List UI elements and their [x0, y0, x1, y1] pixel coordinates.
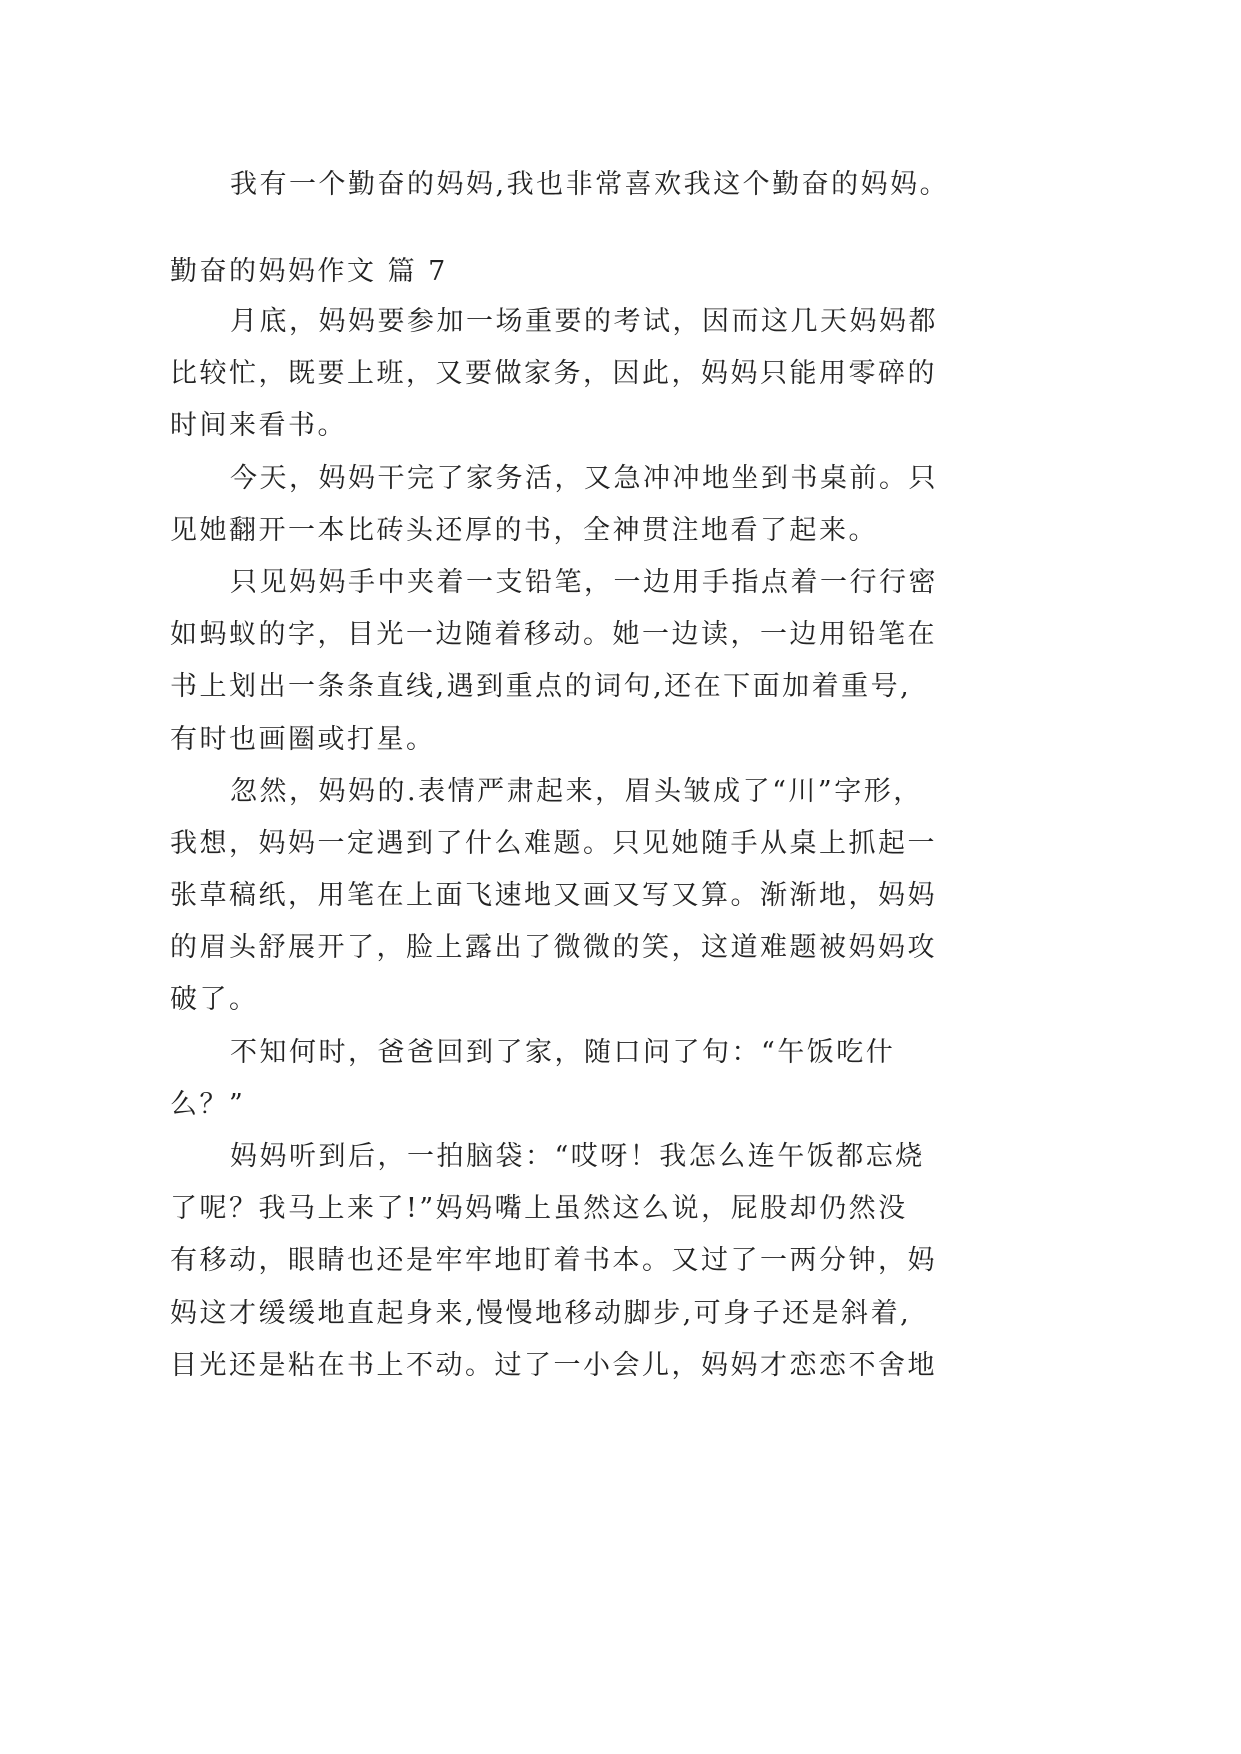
paragraph — [170, 296, 1070, 453]
text-line: 月底，妈妈要参加一场重要的考试，因而这几天妈妈都 — [230, 306, 938, 337]
text-line: 妈妈听到后，一拍脑袋：“哎呀！我怎么连午饭都忘烧 — [230, 1141, 925, 1172]
text-line: 有移动，眼睛也还是牢牢地盯着书本。又过了一两分钟，妈 — [170, 1245, 937, 1277]
text-line: 见她翻开一本比砖头还厚的书，全神贯注地看了起来。 — [170, 514, 878, 546]
text-line: 的眉头舒展开了，脸上露出了微微的笑，这道难题被妈妈攻 — [170, 932, 937, 964]
section-heading: 勤奋的妈妈作文 篇 7 — [170, 256, 448, 287]
text-line: 么？” — [170, 1088, 246, 1120]
text-line: 有时也画圈或打星。 — [170, 723, 436, 755]
paragraph — [170, 453, 1070, 557]
paragraph — [170, 1131, 1070, 1392]
text-line: 时间来看书。 — [170, 410, 347, 442]
text-line: 目光还是粘在书上不动。过了一小会儿，妈妈才恋恋不舍地 — [170, 1349, 937, 1381]
paragraph — [170, 557, 1070, 766]
intro-line: 我有一个勤奋的妈妈,我也非常喜欢我这个勤奋的妈妈。 — [230, 169, 950, 200]
text-line: 比较忙，既要上班，又要做家务，因此，妈妈只能用零碎的 — [170, 358, 937, 390]
text-line: 了呢？我马上来了!”妈妈嘴上虽然这么说，屁股却仍然没 — [170, 1193, 908, 1225]
text-line: 只见妈妈手中夹着一支铅笔，一边用手指点着一行行密 — [230, 566, 938, 598]
text-line: 张草稿纸，用笔在上面飞速地又画又写又算。渐渐地，妈妈 — [170, 880, 937, 912]
text-line: 妈这才缓缓地直起身来,慢慢地移动脚步,可身子还是斜着, — [170, 1297, 912, 1329]
paragraph — [170, 1027, 1070, 1131]
text-line: 如蚂蚁的字，目光一边随着移动。她一边读，一边用铅笔在 — [170, 619, 937, 651]
text-line: 破了。 — [170, 984, 259, 1016]
paragraph — [170, 766, 1070, 1027]
article-body — [170, 296, 1070, 1392]
text-line: 今天，妈妈干完了家务活，又急冲冲地坐到书桌前。只 — [230, 462, 938, 494]
text-line: 不知何时，爸爸回到了家，随口问了句：“午饭吃什 — [230, 1036, 896, 1068]
text-line: 我想，妈妈一定遇到了什么难题。只见她随手从桌上抓起一 — [170, 827, 937, 859]
text-line: 书上划出一条条直线,遇到重点的词句,还在下面加着重号, — [170, 671, 912, 703]
text-line: 忽然，妈妈的.表情严肃起来，眉头皱成了“川”字形， — [230, 775, 923, 807]
